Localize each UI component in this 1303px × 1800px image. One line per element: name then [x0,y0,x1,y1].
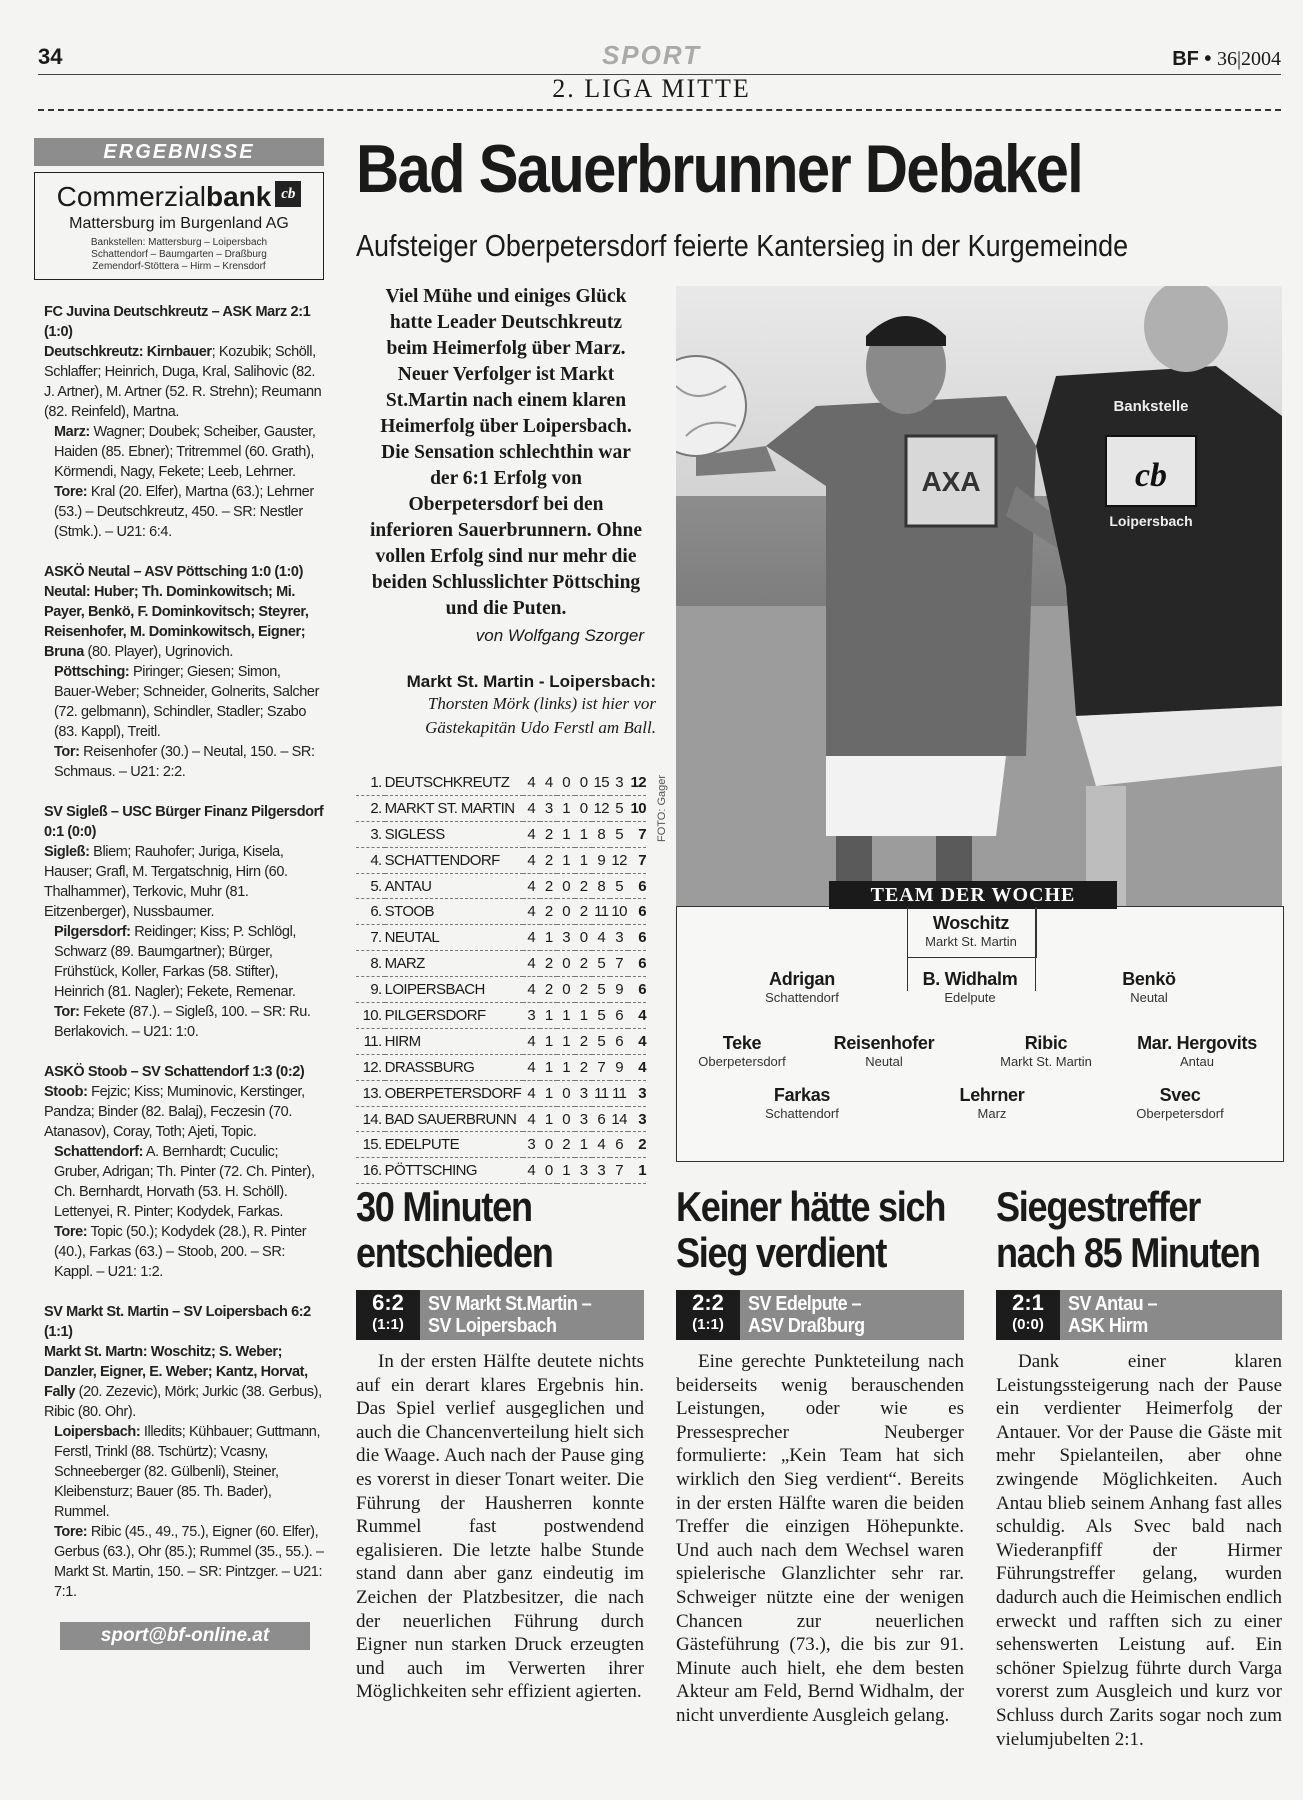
table-cell-team: BAD SAUERBRUNN [385,1106,523,1132]
match-photo [676,286,1282,906]
table-cell-u: 0 [557,770,574,795]
table-cell-sp: 4 [523,873,540,899]
story-3-teams: SV Antau – ASK Hirm [1068,1293,1157,1337]
table-cell-pts: 3 [628,1106,646,1132]
table-row [356,951,646,977]
jersey-logo-right: cb [1134,457,1168,494]
match-title: ASKÖ Stoob – SV Schattendorf 1:3 (0:2) [44,1064,305,1080]
table-cell-pos: 16. [356,1158,385,1184]
table-row [356,925,646,951]
table-cell-pos: 10. [356,1003,385,1029]
table-cell-tp: 9 [592,847,610,873]
table-cell-tp: 5 [592,1003,610,1029]
jersey-sponsor-left: AXA [921,466,981,497]
email-link[interactable]: sport@bf-online.at [60,1622,310,1650]
table-cell-pos: 12. [356,1054,385,1080]
table-cell-tp: 15 [592,770,610,795]
player-forward-1: Farkas Schattendorf [765,1085,839,1121]
match-result [44,802,324,1042]
match-line: Tor: Reisenhofer (30.) – Neutal, 150. – SR: Schmaus. – U21: 2:2. [54,744,315,780]
table-cell-pos: 15. [356,1132,385,1158]
table-cell-n: 2 [575,899,592,925]
table-cell-tm: 3 [610,770,628,795]
table-cell-team: SIGLESS [385,821,523,847]
table-cell-pts: 4 [628,1003,646,1029]
team-of-week-title: TEAM DER WOCHE [829,881,1117,909]
story-2-teams: SV Edelpute – ASV Draßburg [748,1293,865,1337]
table-cell-pts: 1 [628,1158,646,1184]
table-cell-pts: 7 [628,821,646,847]
match-line: Tor: Fekete (87.). – Sigleß, 100. – SR: Ru. Berlakovich. – U21: 1:0. [54,1004,311,1040]
table-cell-team: DRASSBURG [385,1054,523,1080]
match-line: Pilgersdorf: Reidinger; Kiss; P. Schlögl, Schwarz (89. Baumgartner); Bürger, Frühstück, Koller, Farkas (58. Stifter), Heinrich (81. Nagler); Fekete, Remenar. [54,924,297,1000]
table-cell-pos: 9. [356,977,385,1003]
match-result [44,1062,324,1282]
match-line: Sigleß: Bliem; Rauhofer; Juriga, Kisela, Hauser; Grafl, M. Tergatschnig, Hirn (60. Thalhammer), Terkovic, Muhr (81. Eitzenberger), Nussbaumer. [44,844,288,920]
match-line: Loipersbach: Illedits; Kühbauer; Guttmann, Ferstl, Trinkl (88. Tschürtz); Vcasny, Schneeberger (82. Gülbenli), Steiner, Kleibensturz; Bauer (85. Th. Bader), Rummel. [54,1424,321,1520]
table-cell-s: 2 [540,821,557,847]
story-3-score: 2:1 (0:0) [996,1290,1060,1340]
article-headline: Bad Sauerbrunner Debakel [356,131,1082,207]
table-row [356,1054,646,1080]
table-cell-sp: 4 [523,899,540,925]
table-cell-pos: 4. [356,847,385,873]
table-cell-n: 2 [575,1054,592,1080]
table-row [356,977,646,1003]
table-cell-u: 0 [557,1106,574,1132]
table-cell-team: HIRM [385,1028,523,1054]
table-cell-n: 2 [575,873,592,899]
table-cell-u: 1 [557,1028,574,1054]
table-cell-n: 0 [575,795,592,821]
table-cell-team: EDELPUTE [385,1132,523,1158]
story-2-scorebar [676,1290,964,1340]
table-cell-tp: 4 [592,1132,610,1158]
photo-credit: FOTO: Gager [656,774,668,842]
table-cell-tp: 5 [592,1028,610,1054]
issue-number: 36|2004 [1216,48,1281,70]
table-cell-team: OBERPETERSDORF [385,1080,523,1106]
player-defender-1: Adrigan Schattendorf [765,969,839,1005]
table-row [356,1132,646,1158]
table-cell-team: MARKT ST. MARTIN [385,795,523,821]
match-title: ASKÖ Neutal – ASV Pöttsching 1:0 (1:0) [44,564,304,580]
player-forward-2: Lehrner Marz [959,1085,1025,1121]
table-cell-team: NEUTAL [385,925,523,951]
table-cell-n: 3 [575,1080,592,1106]
table-cell-u: 1 [557,1054,574,1080]
table-cell-pts: 3 [628,1080,646,1106]
table-cell-s: 2 [540,847,557,873]
story-1-scorebar [356,1290,644,1340]
table-cell-pos: 6. [356,899,385,925]
table-cell-tp: 6 [592,1106,610,1132]
league-table [356,770,646,1184]
table-cell-tm: 9 [610,977,628,1003]
table-cell-tm: 14 [610,1106,628,1132]
table-cell-tm: 6 [610,1003,628,1029]
table-cell-sp: 4 [523,1158,540,1184]
table-row [356,873,646,899]
table-cell-tp: 8 [592,873,610,899]
team-of-the-week [676,884,1284,1162]
player-midfielder-3: Ribic Markt St. Martin [1000,1033,1092,1069]
story-3-scorebar [996,1290,1282,1340]
table-cell-n: 1 [575,1003,592,1029]
table-row [356,1158,646,1184]
story-2-score: 2:2 (1:1) [676,1290,740,1340]
player-midfielder-1: Teke Oberpetersdorf [698,1033,786,1069]
table-cell-tm: 7 [610,1158,628,1184]
caption-title: Markt St. Martin - Loipersbach: [406,672,656,691]
table-cell-u: 3 [557,925,574,951]
story-1-body: In der ersten Hälfte deutete nichts auf ein derart klares Ergebnis hin. Das Spiel verlief ausgeglichen und auch die Chancenverteilung hielt sich die Waage. Auch nach der Pause ging es vorerst in dieser Tonart weiter. Die Führung der Hausherren konnte Rummel fast postwendend egalisieren. Die letzte halbe Stunde stand dann aber ganz eindeutig im Zeichen der Platzbesitzer, die nach der neuerlichen Führung durch Eigner nun starken Druck erzeugten und auch im Verwerten ihrer Möglichkeiten sehr effizient agierten. [356,1351,644,1703]
table-cell-s: 1 [540,925,557,951]
results-label: ERGEBNISSE [34,138,324,166]
photo-caption [356,672,656,740]
table-cell-n: 1 [575,847,592,873]
table-cell-tm: 6 [610,1132,628,1158]
table-cell-pts: 6 [628,899,646,925]
results-sidebar [34,138,324,1650]
table-cell-pts: 6 [628,925,646,951]
table-cell-pos: 5. [356,873,385,899]
brand-name: BF [1172,48,1199,70]
table-cell-u: 1 [557,1158,574,1184]
player-defender-2: B. Widhalm Edelpute [922,969,1018,1005]
article-author: von Wolfgang Szorger [475,626,644,645]
table-cell-tm: 5 [610,821,628,847]
league-title: 2. LIGA MITTE [552,74,751,103]
table-cell-team: SCHATTENDORF [385,847,523,873]
table-cell-sp: 4 [523,977,540,1003]
table-cell-s: 2 [540,899,557,925]
table-cell-team: PILGERSDORF [385,1003,523,1029]
table-cell-u: 1 [557,847,574,873]
story-1-teams: SV Markt St.Martin – SV Loipersbach [428,1293,592,1337]
sponsor-subtitle: Mattersburg im Burgenland AG [69,215,289,232]
table-cell-pts: 4 [628,1028,646,1054]
table-cell-u: 0 [557,873,574,899]
table-cell-pts: 2 [628,1132,646,1158]
jersey-text-right-2: Loipersbach [1109,513,1193,529]
photo-illustration [676,286,1282,906]
table-cell-tm: 6 [610,1028,628,1054]
table-cell-sp: 3 [523,1003,540,1029]
player-midfielder-4: Mar. Hergovits Antau [1137,1033,1257,1069]
match-title: SV Sigleß – USC Bürger Finanz Pilgersdorf 0:1 (0:0) [44,804,324,840]
table-row [356,795,646,821]
table-cell-s: 1 [540,1080,557,1106]
story-2-headline: Keiner hätte sich Sieg verdient [676,1183,946,1276]
table-cell-pts: 4 [628,1054,646,1080]
table-cell-n: 1 [575,1132,592,1158]
table-cell-sp: 4 [523,795,540,821]
table-cell-n: 3 [575,1158,592,1184]
section-label: SPORT [601,40,702,70]
table-cell-sp: 4 [523,770,540,795]
story-1-headline: 30 Minuten entschieden [356,1183,553,1276]
story-3-headline: Siegestreffer nach 85 Minuten [996,1183,1260,1276]
match-title: FC Juvina Deutschkreutz – ASK Marz 2:1 (1:0) [44,304,311,340]
match-line: Tore: Kral (20. Elfer), Martna (63.); Lehrner (53.) – Deutschkreutz, 450. – SR: Nestler (Stmk.). – U21: 6:4. [54,484,314,540]
story-2-body: Eine gerechte Punkteteilung nach beiderseits wenig berauschenden Leistungen, oder wie es Pressesprecher Neuberger formulierte: „Kein Team hat sich wirklich den Sieg verdient“. Bereits in der ersten Hälfte waren die beiden Treffer die einzigen Höhepunkte. Und auch nach dem Wechsel waren spielerische Glanzlichter sehr rar. Schweiger nützte eine der wenigen Chancen zur neuerlichen Gästeführung (73.), die bis zur 91. Minute auch hielt, ehe dem besten Akteur am Feld, Bernd Widhalm, der nicht unverdiente Ausgleich gelang. [676,1351,964,1726]
sponsor-logo: cb [275,181,301,207]
table-cell-s: 2 [540,977,557,1003]
match-result [44,302,324,542]
table-cell-pts: 6 [628,873,646,899]
table-cell-tm: 7 [610,951,628,977]
table-cell-sp: 4 [523,821,540,847]
table-cell-tp: 7 [592,1054,610,1080]
table-cell-n: 0 [575,925,592,951]
table-row [356,1028,646,1054]
table-cell-team: PÖTTSCHING [385,1158,523,1184]
table-cell-sp: 4 [523,1080,540,1106]
table-cell-u: 0 [557,899,574,925]
player-forward-3: Svec Oberpetersdorf [1136,1085,1224,1121]
table-cell-n: 2 [575,1028,592,1054]
table-row [356,847,646,873]
table-cell-sp: 4 [523,1106,540,1132]
table-cell-team: MARZ [385,951,523,977]
table-cell-pos: 11. [356,1028,385,1054]
table-cell-s: 0 [540,1132,557,1158]
table-cell-s: 1 [540,1106,557,1132]
table-cell-sp: 4 [523,1028,540,1054]
table-cell-pts: 10 [628,795,646,821]
article-lead: Viel Mühe und einiges Glück hatte Leader Deutschkreutz beim Heimerfolg über Marz. Neuer Verfolger ist Markt St.Martin nach einem klaren Heimerfolg über Loipersbach. Die Sensation schlechthin war der 6:1 Erfolg von Oberpetersdorf bei den inferioren Sauerbrunnern. Ohne vollen Erfolg sind nur mehr die beiden Schlusslichter Pöttsching und die Puten. [369,286,643,619]
jersey-text-right-1: Bankstelle [1113,398,1189,415]
table-cell-u: 0 [557,977,574,1003]
table-cell-team: LOIPERSBACH [385,977,523,1003]
table-cell-team: ANTAU [385,873,523,899]
table-cell-team: STOOB [385,899,523,925]
table-cell-tm: 9 [610,1054,628,1080]
table-cell-tp: 11 [592,1080,610,1106]
table-row [356,1080,646,1106]
table-cell-pos: 13. [356,1080,385,1106]
player-defender-3: Benkö Neutal [1122,969,1176,1005]
player-goalkeeper: Woschitz Markt St. Martin [925,913,1017,949]
table-cell-pos: 2. [356,795,385,821]
table-cell-tm: 12 [610,847,628,873]
match-line: Stoob: Fejzic; Kiss; Muminovic, Kerstinger, Pandza; Binder (82. Balaj), Feczesin (70. Atanasov), Coray, Toth; Ajeti, Topic. [44,1084,305,1140]
table-cell-tp: 5 [592,977,610,1003]
table-cell-pos: 1. [356,770,385,795]
table-row [356,1003,646,1029]
table-cell-sp: 4 [523,951,540,977]
table-cell-sp: 4 [523,1054,540,1080]
sponsor-name: Commerzialbank cb [39,181,319,213]
table-cell-tp: 3 [592,1158,610,1184]
table-cell-n: 3 [575,1106,592,1132]
table-cell-sp: 4 [523,925,540,951]
match-line: Schattendorf: A. Bernhardt; Cuculic; Gruber, Adrigan; Th. Pinter (72. Ch. Pinter), Ch. Bernhardt, Horvath (53. H. Schöll). Lettenyei, R. Pinter; Kodydek, Farkas. [54,1144,315,1220]
table-cell-u: 1 [557,795,574,821]
match-line: Neutal: Huber; Th. Dominkowitsch; Mi. Payer, Benkö, F. Dominkovitsch; Steyrer, Reisenhofer, M. Dominkowitsch, Eigner; Bruna (80. Player), Ugrinovich. [44,584,309,660]
table-cell-tm: 10 [610,899,628,925]
table-cell-pos: 14. [356,1106,385,1132]
match-result [44,1302,324,1602]
table-cell-n: 2 [575,977,592,1003]
table-cell-s: 2 [540,951,557,977]
table-cell-pos: 3. [356,821,385,847]
match-results [34,302,324,1602]
table-cell-tm: 3 [610,925,628,951]
match-line: Tore: Topic (50.); Kodydek (28.), R. Pinter (40.), Farkas (63.) – Stoob, 200. – SR: Kappl. – U21: 1:2. [54,1224,307,1280]
table-cell-s: 1 [540,1028,557,1054]
match-line: Deutschkreutz: Kirnbauer; Kozubik; Schöll, Schlaffer; Heinrich, Duga, Kral, Salihovic (82. J. Artner), M. Artner (52. R. Strehn); Reumann (82. Reinfeld), Martna. [44,344,322,420]
story-3-body: Dank einer klaren Leistungssteigerung nach der Pause ein verdienter Heimerfolg der Antauer. Vor der Pause die Gäste mit mehr Spielanteilen, aber ohne zwingende Möglichkeiten. Auch Antau blieb seinem Anhang fast alles schuldig. Als Svec bald nach Wiederanpfiff der Hirmer Führungstreffer gelang, wurden dadurch auch die Heimischen endlich erweckt und rafften sich zu einer sehenswerten Leistung auf. Ein schöner Spielzug führte durch Varga vorerst zum Ausgleich und kurz vor Schluss durch Zarits sogar noch zum vielumjubelten 2:1. [996,1351,1282,1750]
table-cell-n: 1 [575,821,592,847]
match-line: Pöttsching: Piringer; Giesen; Simon, Bauer-Weber; Schneider, Golnerits, Salcher (72. gelbmann), Schindler, Stadler; Szabo (83. Kappl), Treitl. [54,664,320,740]
player-midfielder-2: Reisenhofer Neutal [833,1033,935,1069]
match-line: Marz: Wagner; Doubek; Scheiber, Gauster, Haiden (85. Ebner); Tritremmel (60. Grath), Körmendi, Nagy, Fekete; Leeb, Lehrner. [54,424,316,480]
table-row [356,899,646,925]
match-result [44,562,324,782]
table-cell-tp: 11 [592,899,610,925]
table-cell-u: 1 [557,1003,574,1029]
table-cell-tp: 4 [592,925,610,951]
table-cell-n: 0 [575,770,592,795]
table-cell-pos: 8. [356,951,385,977]
table-cell-u: 2 [557,1132,574,1158]
page-number: 34 [38,44,63,69]
table-row [356,770,646,795]
caption-text: Thorsten Mörk (links) ist hier vor Gästekapitän Udo Ferstl am Ball. [425,694,656,737]
table-cell-s: 4 [540,770,557,795]
table-cell-pts: 7 [628,847,646,873]
publication-brand: BF • 36|2004 [1172,48,1281,70]
sponsor-branches: Bankstellen: Mattersburg – Loipersbach Schattendorf – Baumgarten – Draßburg Zemendorf-Stöttera – Hirm – Krensdorf [90,237,268,272]
story-1-score: 6:2 (1:1) [356,1290,420,1340]
table-cell-tm: 5 [610,873,628,899]
table-row [356,1106,646,1132]
table-cell-s: 1 [540,1003,557,1029]
table-cell-pts: 6 [628,977,646,1003]
table-cell-pos: 7. [356,925,385,951]
table-row [356,821,646,847]
table-cell-tm: 5 [610,795,628,821]
table-cell-s: 3 [540,795,557,821]
table-cell-s: 1 [540,1054,557,1080]
table-cell-tp: 8 [592,821,610,847]
table-cell-sp: 3 [523,1132,540,1158]
table-cell-s: 2 [540,873,557,899]
table-cell-tp: 12 [592,795,610,821]
article-subheadline: Aufsteiger Oberpetersdorf feierte Kantersieg in der Kurgemeinde [356,228,1129,263]
table-cell-team: DEUTSCHKREUTZ [385,770,523,795]
match-title: SV Markt St. Martin – SV Loipersbach 6:2 (1:1) [44,1304,311,1340]
table-cell-pts: 6 [628,951,646,977]
table-cell-s: 0 [540,1158,557,1184]
table-cell-sp: 4 [523,847,540,873]
match-line: Markt St. Martn: Woschitz; S. Weber; Danzler, Eigner, E. Weber; Kantz, Horvat, Fally (20. Zezevic), Mörk; Jurkic (38. Gerbus), Ribic (80. Ohr). [44,1344,322,1420]
table-cell-tm: 11 [610,1080,628,1106]
table-cell-u: 1 [557,821,574,847]
table-cell-u: 0 [557,1080,574,1106]
sponsor-box [34,172,324,280]
table-cell-pts: 12 [628,770,646,795]
table-cell-tp: 5 [592,951,610,977]
table-cell-u: 0 [557,951,574,977]
header-dashed-rule [38,109,1281,111]
match-line: Tore: Ribic (45., 49., 75.), Eigner (60. Elfer), Gerbus (63.), Ohr (85.); Rummel (35., 55.). – Markt St. Martin, 150. – SR: Pintzger. – U21: 7:1. [54,1524,324,1600]
table-cell-n: 2 [575,951,592,977]
